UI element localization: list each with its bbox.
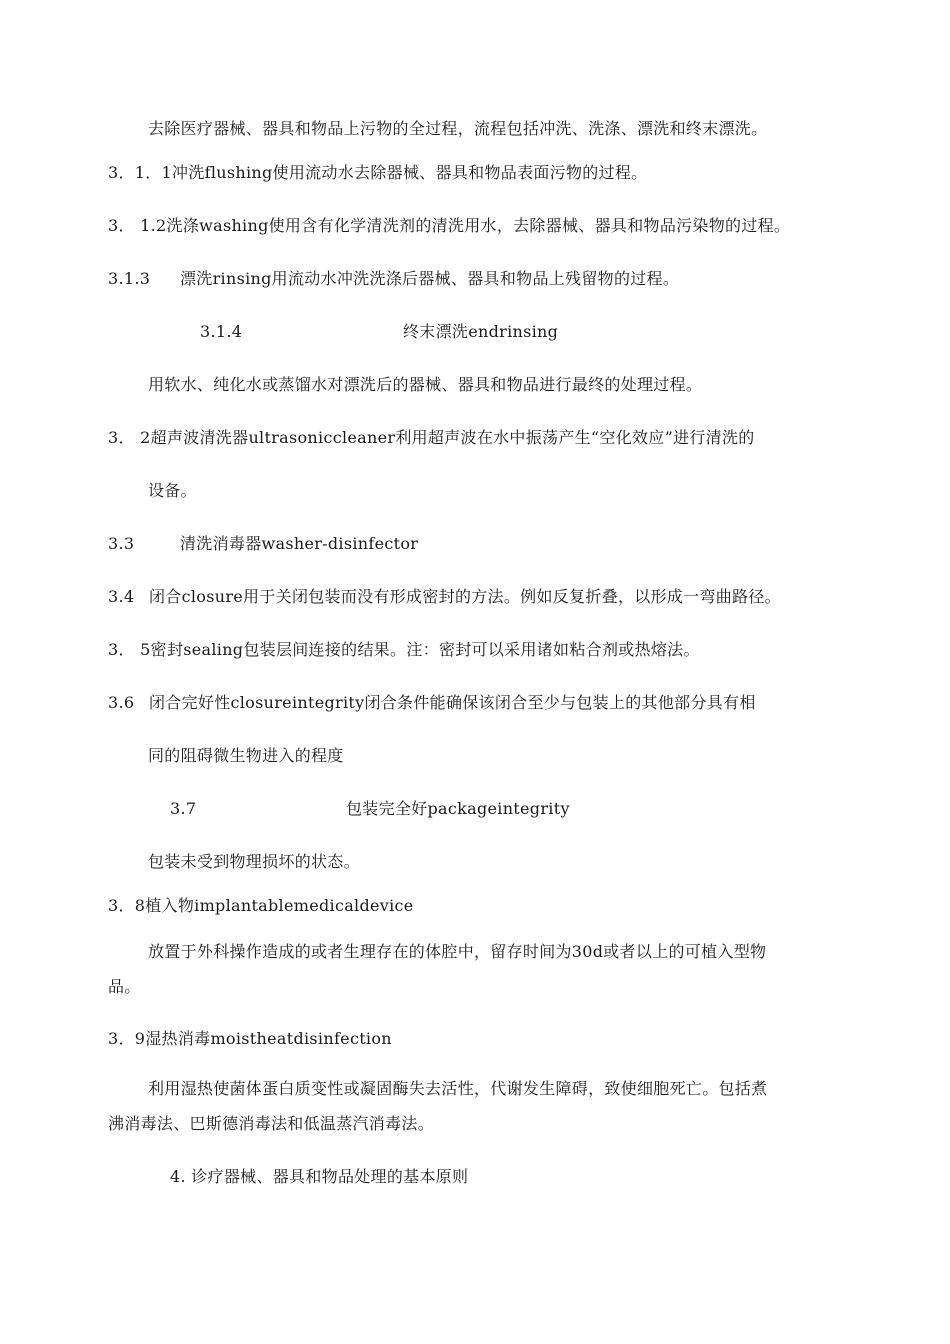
clause-3-1-2: 3． 1.2洗涤washing使用含有化学清洗剂的清洗用水，去除器械、器具和物品污染物的过程。 (108, 216, 791, 235)
definition-text: 用软水、纯化水或蒸馏水对漂洗后的器械、器具和物品进行最终的处理过程。 (148, 375, 703, 394)
clause-number: 3.4 (108, 587, 135, 606)
section-heading-4: 4. 诊疗器械、器具和物品处理的基本原则 (170, 1167, 469, 1186)
definition-text: 利用湿热使菌体蛋白质变性或凝固酶失去活性，代谢发生障碍，致使细胞死亡。包括煮 (148, 1079, 768, 1098)
clause-3-1-1: 3．1．1冲洗flushing使用流动水去除器械、器具和物品表面污物的过程。 (108, 163, 648, 182)
definition-text: 品。 (108, 977, 141, 996)
clause-3-5: 3． 5密封sealing包装层间连接的结果。注：密封可以采用诸如粘合剂或热熔法。 (108, 640, 700, 659)
definition-text: 沸消毒法、巴斯德消毒法和低温蒸汽消毒法。 (108, 1114, 435, 1133)
clause-number: 3.1.3 (108, 269, 151, 288)
clause-number: 3.1.4 (200, 322, 243, 341)
clause-term: 包装完全好packageintegrity (346, 799, 570, 818)
clause-term: 漂洗rinsing用流动水冲洗洗涤后器械、器具和物品上残留物的过程。 (180, 269, 680, 288)
clause-term: 清洗消毒器washer-disinfector (180, 534, 419, 553)
clause-3-7 (170, 798, 570, 820)
clause-3-4 (108, 586, 781, 608)
clause-3-3 (108, 533, 419, 555)
definition-text: 包装未受到物理损坏的状态。 (148, 852, 360, 871)
definition-text: 放置于外科操作造成的或者生理存在的体腔中，留存时间为30d或者以上的可植入型物 (148, 942, 767, 961)
definition-text: 同的阻碍微生物进入的程度 (148, 746, 344, 765)
clause-number: 3.7 (170, 799, 197, 818)
definition-text: 去除医疗器械、器具和物品上污物的全过程，流程包括冲洗、洗涤、漂洗和终末漂洗。 (148, 119, 768, 138)
clause-3-6 (108, 692, 756, 714)
clause-number: 3.6 (108, 693, 135, 712)
clause-3-1-4 (200, 321, 559, 343)
clause-number: 3.3 (108, 534, 135, 553)
clause-3-1-3 (108, 268, 680, 290)
clause-term: 闭合完好性closureintegrity闭合条件能确保该闭合至少与包装上的其他部分具有相 (149, 693, 756, 712)
clause-term: 终末漂洗endrinsing (403, 322, 559, 341)
clause-3-8: 3．8植入物implantablemedicaldevice (108, 896, 414, 915)
clause-3-2: 3． 2超声波清洗器ultrasoniccleaner利用超声波在水中振荡产生“空化效应”进行清洗的 (108, 428, 755, 447)
clause-3-9: 3．9湿热消毒moistheatdisinfection (108, 1029, 392, 1048)
clause-term: 闭合closure用于关闭包装而没有形成密封的方法。例如反复折叠，以形成一弯曲路径。 (149, 587, 781, 606)
definition-text: 设备。 (148, 481, 197, 500)
